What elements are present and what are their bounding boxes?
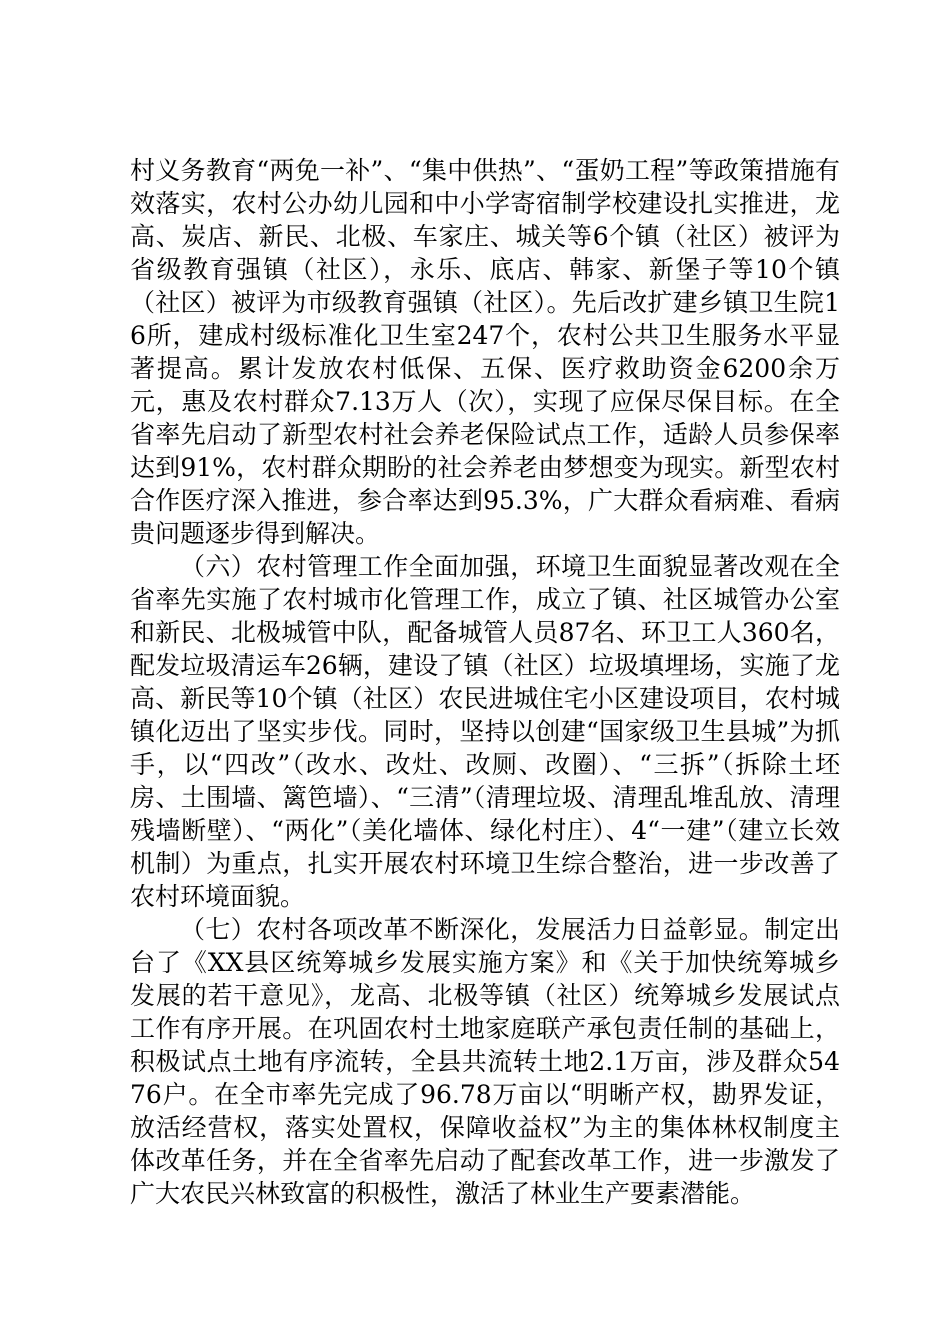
paragraph-education-health: 村义务教育“两免一补”、“集中供热”、“蛋奶工程”等政策措施有效落实，农村公办幼儿园和中小学寄宿制学校建设扎实推进，龙高、炭店、新民、北极、车家庄、城关等6个镇（社区）被评为省级教育强镇（社区），永乐、底店、韩家、新堡子等10个镇（社区）被评为市级教育强镇（社区）。先后改扩建乡镇卫生院16所，建成村级标准化卫生室247个，农村公共卫生服务水平显著提高。累计发放农村低保、五保、医疗救助资金6200余万元，惠及农村群众7.13万人（次），实现了应保尽保目标。在全省率先启动了新型农村社会养老保险试点工作，适龄人员参保率达到91%，农村群众期盼的社会养老由梦想变为现实。新型农村合作医疗深入推进，参合率达到95.3%，广大群众看病难、看病贵问题逐步得到解决。	[130, 156, 840, 548]
document-body	[130, 154, 840, 1210]
paragraph-rural-reform: （七）农村各项改革不断深化，发展活力日益彰显。制定出台了《XX县区统筹城乡发展实施方案》和《关于加快统筹城乡发展的若干意见》，龙高、北极等镇（社区）统筹城乡发展试点工作有序开展。在巩固农村土地家庭联产承包责任制的基础上，积极试点土地有序流转，全县共流转土地2.1万亩，涉及群众5476户。在全市率先完成了96.78万亩以“明晰产权，勘界发证，放活经营权，落实处置权，保障收益权”为主的集体林权制度主体改革任务，并在全省率先启动了配套改革工作，进一步激发了广大农民兴林致富的积极性，激活了林业生产要素潜能。	[130, 915, 840, 1208]
paragraph-rural-management: （六）农村管理工作全面加强，环境卫生面貌显著改观在全省率先实施了农村城市化管理工作，成立了镇、社区城管办公室和新民、北极城管中队，配备城管人员87名、环卫工人360名，配发垃圾清运车26辆，建设了镇（社区）垃圾填埋场，实施了龙高、新民等10个镇（社区）农民进城住宅小区建设项目，农村城镇化迈出了坚实步伐。同时，坚持以创建“国家级卫生县城”为抓手，以“四改”（改水、改灶、改厕、改圈）、“三拆”（拆除土坯房、土围墙、篱笆墙）、“三清”（清理垃圾、清理乱堆乱放、清理残墙断壁）、“两化”（美化墙体、绿化村庄）、4“一建”（建立长效机制）为重点，扎实开展农村环境卫生综合整治，进一步改善了农村环境面貌。	[130, 552, 840, 911]
